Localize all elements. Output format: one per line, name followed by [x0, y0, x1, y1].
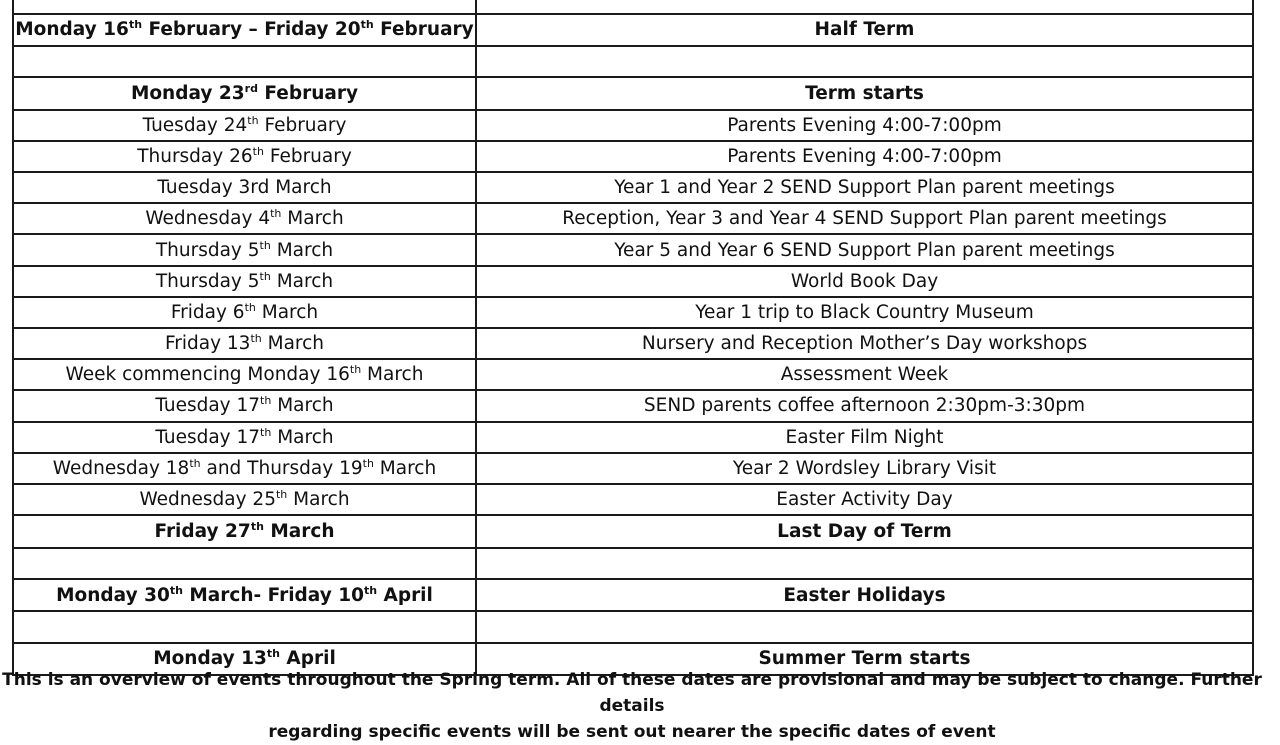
table-row	[13, 234, 1253, 265]
ordinal-suffix: th	[252, 144, 264, 158]
table-row	[13, 390, 1253, 421]
date-cell	[13, 484, 476, 515]
ordinal-suffix: th	[169, 583, 183, 597]
table-row	[13, 77, 1253, 110]
date-text: March	[263, 520, 335, 542]
date-text: February	[257, 82, 359, 104]
date-cell	[13, 110, 476, 141]
table-row	[13, 172, 1253, 203]
date-cell	[13, 0, 476, 14]
event-cell: World Book Day	[476, 266, 1253, 297]
date-cell	[13, 328, 476, 359]
event-cell: Nursery and Reception Mother’s Day workshops	[476, 328, 1253, 359]
date-cell	[13, 297, 476, 328]
date-cell	[13, 515, 476, 548]
table-row	[13, 266, 1253, 297]
date-text: March	[361, 364, 424, 386]
date-text: Thursday 26	[137, 145, 253, 167]
table-row	[13, 515, 1253, 548]
date-text: April	[377, 584, 433, 606]
event-cell: Year 1 trip to Black Country Museum	[476, 297, 1253, 328]
table-row	[13, 579, 1253, 612]
date-cell	[13, 453, 476, 484]
ordinal-suffix: th	[250, 331, 262, 345]
ordinal-suffix: th	[275, 487, 288, 501]
date-cell	[13, 14, 476, 47]
ordinal-suffix: th	[244, 300, 256, 314]
table-row	[13, 14, 1253, 47]
ordinal-suffix: th	[363, 583, 378, 597]
date-text: February	[373, 19, 474, 41]
date-text: March	[271, 426, 334, 448]
ordinal-suffix: th	[360, 18, 374, 32]
date-cell	[13, 203, 476, 234]
date-text: March	[373, 457, 437, 479]
event-cell: Last Day of Term	[476, 515, 1253, 548]
date-text: Friday 13	[164, 333, 251, 355]
table-row	[13, 297, 1253, 328]
calendar-table-wrapper	[12, 0, 1252, 676]
date-cell	[13, 46, 476, 77]
event-cell: Parents Evening 4:00-7:00pm	[476, 110, 1253, 141]
date-cell	[13, 141, 476, 172]
footnote-line-1: This is an overview of events throughout the Spring term. All of these dates are provisional and may be subject to change. Further details	[2, 670, 1262, 716]
date-text: Monday 23	[130, 82, 245, 104]
date-text: Thursday 5	[155, 239, 260, 261]
table-row	[13, 328, 1253, 359]
date-text: Wednesday 25	[139, 489, 276, 511]
date-text: Tuesday 24	[142, 114, 248, 136]
event-cell: Easter Activity Day	[476, 484, 1253, 515]
date-text: Week commencing Monday 16	[65, 364, 350, 386]
event-cell	[476, 611, 1253, 642]
date-text: March- Friday 10	[182, 584, 364, 606]
event-cell: Parents Evening 4:00-7:00pm	[476, 141, 1253, 172]
date-cell	[13, 234, 476, 265]
date-text: April	[279, 648, 336, 670]
date-text: March	[270, 270, 334, 292]
calendar-table-body	[13, 0, 1253, 675]
event-cell	[476, 548, 1253, 579]
footnote	[0, 667, 1264, 745]
date-text: March	[271, 395, 334, 417]
date-text: March	[255, 301, 319, 323]
ordinal-suffix: th	[349, 363, 362, 377]
ordinal-suffix: th	[259, 238, 271, 252]
spring-term-calendar-table	[12, 0, 1254, 676]
date-text: Thursday 5	[155, 270, 260, 292]
event-cell: Half Term	[476, 14, 1253, 47]
date-cell	[13, 266, 476, 297]
date-cell	[13, 611, 476, 642]
table-row	[13, 0, 1253, 14]
table-row	[13, 422, 1253, 453]
date-text: Tuesday 17	[155, 395, 261, 417]
table-row	[13, 110, 1253, 141]
event-cell: Year 1 and Year 2 SEND Support Plan parent meetings	[476, 172, 1253, 203]
date-text: February	[258, 114, 347, 136]
date-text: February – Friday 20	[142, 19, 361, 41]
ordinal-suffix: th	[266, 647, 280, 661]
ordinal-suffix: th	[260, 425, 272, 439]
ordinal-suffix: th	[362, 456, 374, 470]
date-text: February	[263, 145, 352, 167]
date-text: Monday 16	[15, 19, 129, 41]
date-cell	[13, 390, 476, 421]
date-cell	[13, 359, 476, 390]
ordinal-suffix: th	[250, 519, 264, 533]
date-text: and Thursday 19	[200, 457, 363, 479]
date-cell	[13, 579, 476, 612]
ordinal-suffix: th	[247, 113, 259, 127]
date-cell	[13, 172, 476, 203]
ordinal-suffix: th	[128, 18, 143, 32]
date-text: March	[287, 489, 350, 511]
event-cell: Summer Term starts	[476, 643, 1253, 676]
ordinal-suffix: th	[189, 456, 201, 470]
event-cell: Easter Holidays	[476, 579, 1253, 612]
date-text: Monday 13	[153, 648, 267, 670]
table-row	[13, 484, 1253, 515]
date-text: Friday 6	[170, 301, 245, 323]
ordinal-suffix: th	[260, 394, 272, 408]
event-cell: Reception, Year 3 and Year 4 SEND Support Plan parent meetings	[476, 203, 1253, 234]
date-text: March	[281, 208, 344, 230]
date-text: March	[261, 333, 325, 355]
event-cell: Year 5 and Year 6 SEND Support Plan parent meetings	[476, 234, 1253, 265]
date-cell	[13, 422, 476, 453]
date-text: Monday 30	[56, 584, 170, 606]
table-row	[13, 141, 1253, 172]
event-cell: SEND parents coffee afternoon 2:30pm-3:30pm	[476, 390, 1253, 421]
date-cell	[13, 548, 476, 579]
ordinal-suffix: th	[270, 207, 282, 221]
table-row	[13, 453, 1253, 484]
date-text: Tuesday 3rd March	[157, 177, 332, 199]
date-cell	[13, 77, 476, 110]
ordinal-suffix: rd	[244, 81, 258, 95]
date-text: Friday 27	[154, 520, 251, 542]
date-text: March	[270, 239, 334, 261]
event-cell: Easter Film Night	[476, 422, 1253, 453]
event-cell: Year 2 Wordsley Library Visit	[476, 453, 1253, 484]
event-cell: Assessment Week	[476, 359, 1253, 390]
ordinal-suffix: th	[259, 269, 271, 283]
date-text: Wednesday 4	[145, 208, 271, 230]
footnote-line-2: regarding specific events will be sent out nearer the specific dates of event	[268, 722, 996, 742]
table-row	[13, 203, 1253, 234]
event-cell	[476, 46, 1253, 77]
table-row	[13, 611, 1253, 642]
table-row	[13, 46, 1253, 77]
date-text: Tuesday 17	[155, 426, 261, 448]
table-row	[13, 548, 1253, 579]
event-cell	[476, 0, 1253, 14]
table-row	[13, 359, 1253, 390]
date-text: Wednesday 18	[52, 457, 190, 479]
event-cell: Term starts	[476, 77, 1253, 110]
